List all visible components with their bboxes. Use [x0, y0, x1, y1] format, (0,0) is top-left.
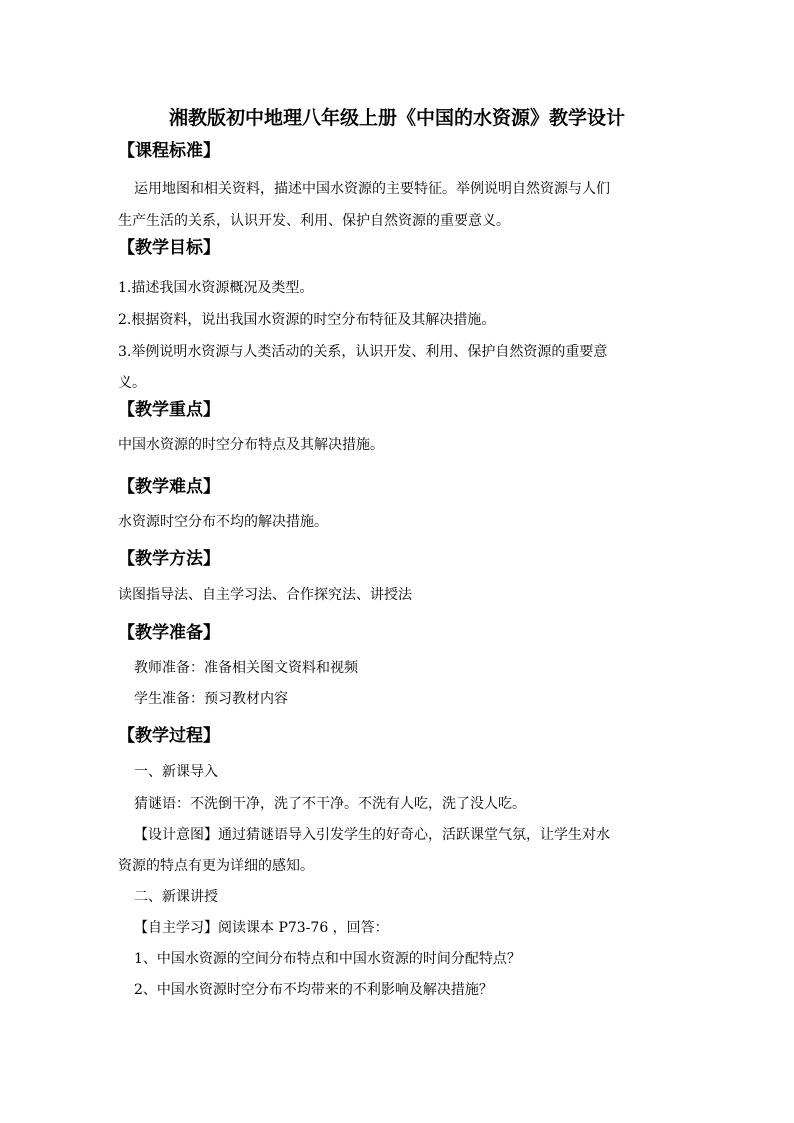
preparation-line-1: 教师准备：准备相关图文资料和视频 [134, 660, 358, 676]
document-title: 湘教版初中地理八年级上册《中国的水资源》教学设计 [168, 107, 625, 129]
objective-line-1: 1.描述我国水资源概况及类型。 [118, 280, 314, 296]
heading-key-points: 【教学重点】 [118, 400, 220, 420]
process-line-8: 2、中国水资源时空分布不均带来的不利影响及解决措施？ [134, 982, 493, 998]
process-line-1: 一、新课导入 [134, 764, 218, 780]
heading-methods: 【教学方法】 [118, 549, 220, 569]
methods-line-1: 读图指导法、自主学习法、合作探究法、讲授法 [118, 587, 412, 603]
standard-line-2: 生产生活的关系，认识开发、利用、保护自然资源的重要意义。 [118, 213, 510, 229]
process-line-4: 资源的特点有更为详细的感知。 [118, 858, 314, 874]
key-points-line-1: 中国水资源的时空分布特点及其解决措施。 [118, 437, 384, 453]
objective-line-2: 2.根据资料，说出我国水资源的时空分布特征及其解决措施。 [118, 312, 496, 328]
process-line-5: 二、新课讲授 [134, 889, 218, 905]
difficulties-line-1: 水资源时空分布不均的解决措施。 [118, 514, 328, 530]
objective-line-3: 3.举例说明水资源与人类活动的关系，认识开发、利用、保护自然资源的重要意 [118, 344, 608, 360]
heading-difficulties: 【教学难点】 [118, 477, 220, 497]
heading-objectives: 【教学目标】 [118, 238, 220, 258]
objective-line-4: 义。 [118, 375, 146, 391]
heading-preparation: 【教学准备】 [118, 623, 220, 643]
heading-standard: 【课程标准】 [118, 141, 220, 161]
process-line-6: 【自主学习】阅读课本 P73-76 ，回答： [134, 920, 389, 936]
heading-process: 【教学过程】 [118, 726, 220, 746]
process-line-3: 【设计意图】通过猜谜语导入引发学生的好奇心，活跃课堂气氛，让学生对水 [134, 827, 610, 843]
process-line-2: 猜谜语：不洗倒干净，洗了不干净。不洗有人吃，洗了没人吃。 [134, 796, 526, 812]
process-line-7: 1、中国水资源的空间分布特点和中国水资源的时间分配特点？ [134, 951, 521, 967]
standard-line-1: 运用地图和相关资料，描述中国水资源的主要特征。举例说明自然资源与人们 [134, 181, 610, 197]
preparation-line-2: 学生准备：预习教材内容 [134, 691, 288, 707]
